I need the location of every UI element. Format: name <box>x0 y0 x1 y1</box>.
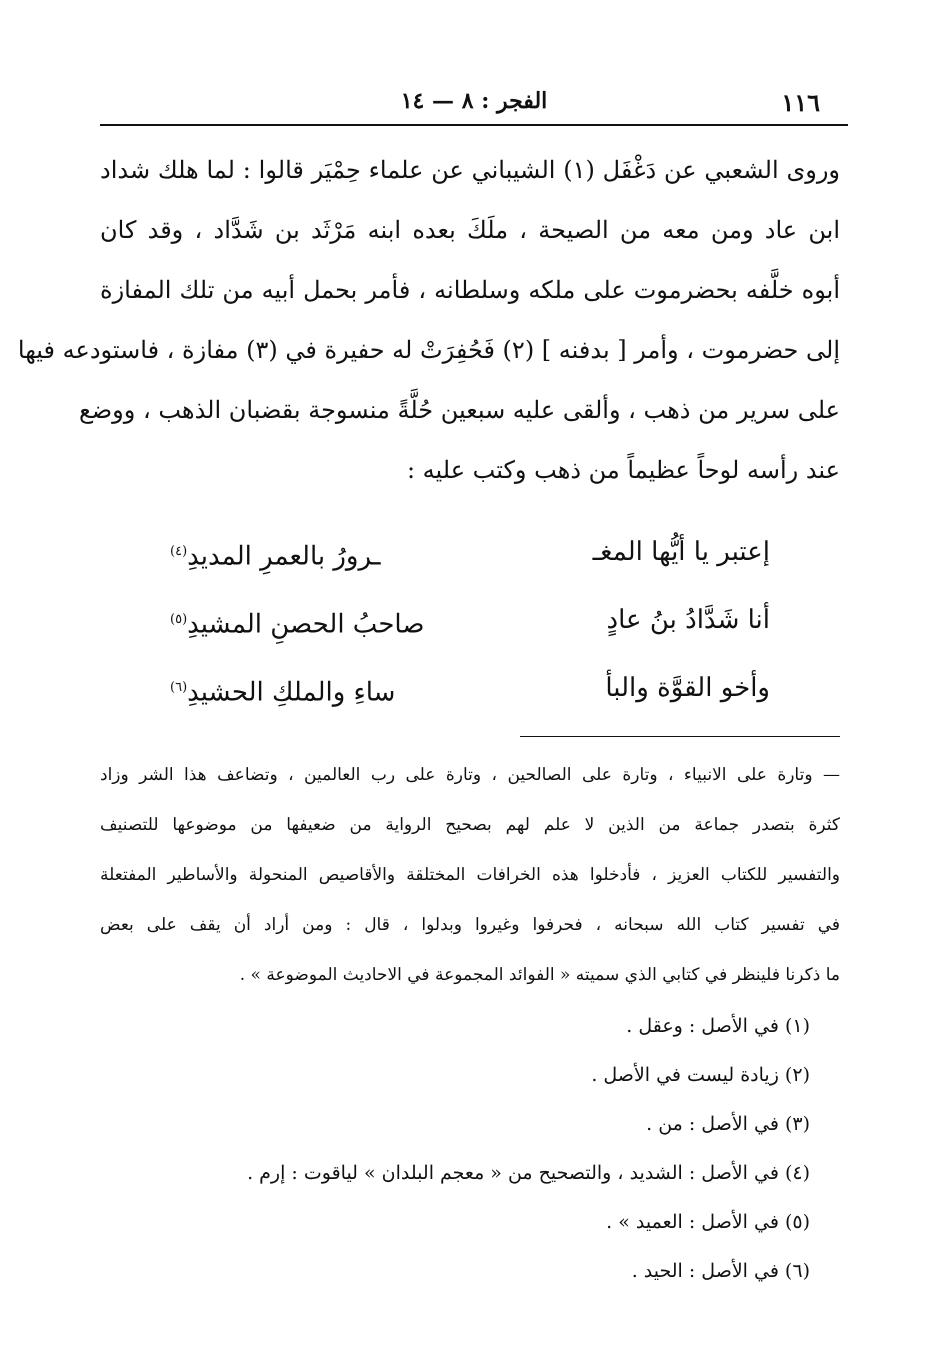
commentary-line: والتفسير للكتاب العزيز ، فأدخلوا هذه الخرافات المختلقة والأقاصيص المنحولة والأساطير المفتعلة <box>100 865 840 885</box>
footnotes <box>150 1004 810 1298</box>
verse-second-half <box>170 590 470 658</box>
text-line: ابن عاد ومن معه من الصيحة ، ملَكَ بعده ابنه مَرْثَد بن شَدَّاد ، وقد كان <box>100 216 840 244</box>
verse-second-half <box>170 658 470 726</box>
text-line: إلى حضرموت ، وأمر [ بدفنه ] (٢) فَحُفِرَتْ له حفيرة في (٣) مفازة ، فاستودعه فيها <box>17 336 840 364</box>
footnote: (١) في الأصل : وعقل . <box>626 1015 810 1037</box>
running-title: الفجر : ٨ — ١٤ <box>400 88 548 114</box>
text-line: أبوه خلَّفه بحضرموت على ملكه وسلطانه ، فأمر بحمل أبيه من تلك المفازة <box>100 276 840 304</box>
commentary-line: كثرة بتصدر جماعة من الذين لا علم لهم بصحيح الرواية من ضعيفها من موضوعها للتصنيف <box>100 815 840 835</box>
verse-second-text: ـرورُ بالعمرِ المديدِ <box>187 541 381 572</box>
footnote: (٦) في الأصل : الحيد . <box>631 1260 810 1282</box>
verse-second-half <box>170 522 470 590</box>
poem-verse <box>170 590 770 658</box>
footnote: (٢) زيادة ليست في الأصل . <box>591 1064 810 1086</box>
verse-second-text: ساءِ والملكِ الحشيدِ <box>187 677 396 708</box>
footnote-rule <box>520 736 840 737</box>
main-text <box>17 140 841 500</box>
footnote-marker: (٤) <box>170 544 188 559</box>
poem <box>170 522 770 726</box>
verse-first-half: أنا شَدَّادُ بنُ عادٍ <box>606 605 770 635</box>
commentary-line: — وتارة على الانبياء ، وتارة على الصالحين ، وتارة على رب العالمين ، وتضاعف هذا الشر وزاد <box>100 765 840 785</box>
footnote: (٤) في الأصل : الشديد ، والتصحيح من « معجم البلدان » لياقوت : إرم . <box>247 1162 810 1184</box>
commentary-note <box>100 752 840 1002</box>
text-line: على سرير من ذهب ، وألقى عليه سبعين حُلَّةً منسوجة بقضبان الذهب ، ووضع <box>79 396 840 424</box>
verse-first-half: وأخو القوَّة والبأ <box>605 673 770 703</box>
text-line: وروى الشعبي عن دَغْفَل (١) الشيباني عن علماء حِمْيَر قالوا : لما هلك شداد <box>100 156 841 184</box>
footnote: (٥) في الأصل : العميد » . <box>606 1211 810 1233</box>
text-line: عند رأسه لوحاً عظيماً من ذهب وكتب عليه : <box>406 456 840 484</box>
commentary-line: في تفسير كتاب الله سبحانه ، فحرفوا وغيروا وبدلوا ، قال : ومن أراد أن يقف على بعض <box>100 915 840 935</box>
poem-verse <box>170 658 770 726</box>
page-number: ١١٦ <box>781 88 820 117</box>
page-header <box>100 88 848 120</box>
commentary-line: ما ذكرنا فلينظر في كتابي الذي سميته « الفوائد المجموعة في الاحاديث الموضوعة » . <box>239 965 840 985</box>
verse-second-text: صاحبُ الحصنِ المشيدِ <box>187 609 425 640</box>
footnote: (٣) في الأصل : من . <box>646 1113 810 1135</box>
poem-verse <box>170 522 770 590</box>
footnote-marker: (٦) <box>170 680 188 695</box>
footnote-marker: (٥) <box>170 612 188 627</box>
verse-first-half: إعتبر يا أيُّها المغـ <box>592 537 770 567</box>
header-rule <box>100 124 848 126</box>
